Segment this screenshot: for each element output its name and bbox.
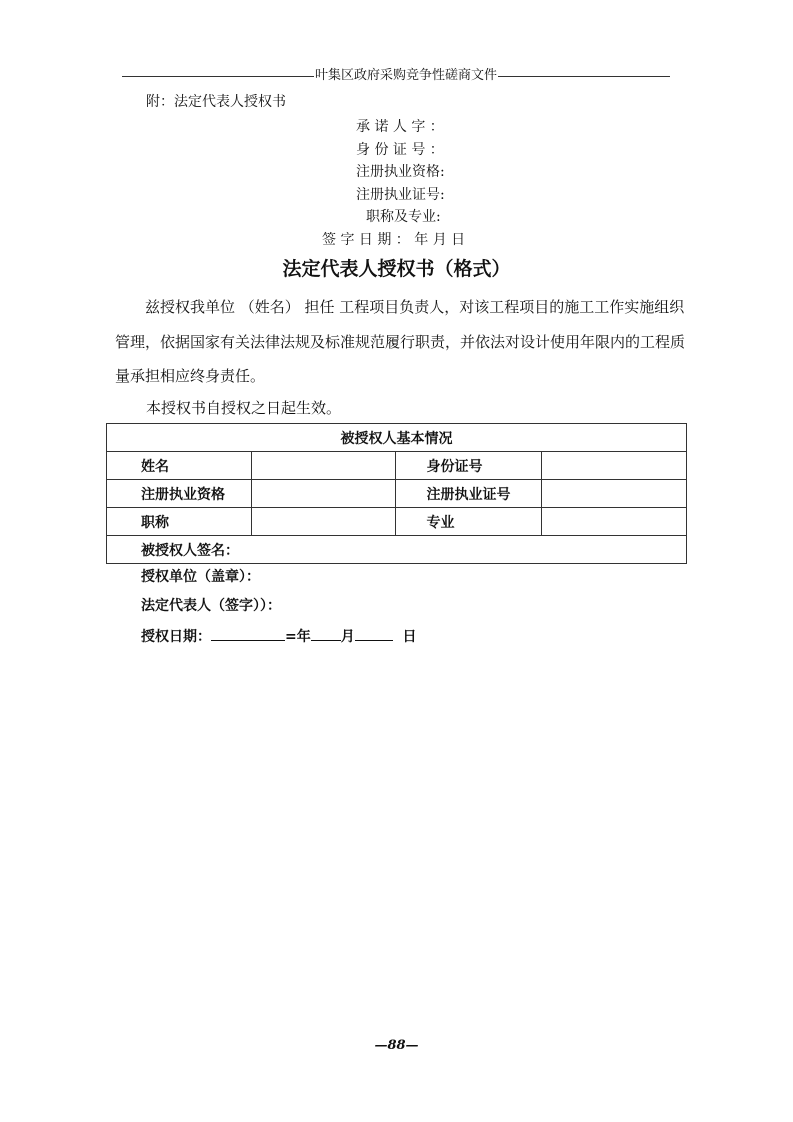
promise-id-number: 身 份 证 号 ： [356, 141, 444, 158]
day-label: 日 [402, 629, 417, 645]
document-title: 法定代表人授权书（格式） [282, 258, 511, 280]
header-rule-right [498, 76, 670, 77]
table-row [107, 508, 687, 536]
promise-title-specialty: 职称及专业: [366, 209, 441, 225]
authorization-paragraph [115, 290, 687, 394]
signoff-block [141, 566, 416, 653]
header-rule-left [122, 76, 314, 77]
date-label: 授权日期： [141, 629, 211, 645]
legal-representative: 法定代表人（签字））： [141, 598, 281, 614]
authorization-text: 兹授权我单位 （姓名） 担任 工程项目负责人，对该工程项目的施工工作实施组织管理，依据国家有关法律法规及标准规范履行职责，并依法对设计使用年限内的工程质量承担相应终身责任。 [115, 298, 686, 385]
specialty-label: 专业 [396, 508, 542, 536]
effective-statement: 本授权书自授权之日起生效。 [146, 399, 342, 417]
promise-signer: 承 诺 人 字 ： [356, 119, 444, 135]
header-title: 叶集区政府采购竞争性磋商文件 [314, 68, 497, 83]
specialty-cell[interactable] [542, 508, 687, 536]
page-number: —88— [374, 1038, 419, 1053]
annex-label: 附：法定代表人授权书 [146, 94, 286, 110]
id-number-cell[interactable] [542, 452, 687, 480]
job-title-cell[interactable] [251, 508, 396, 536]
table-row [107, 480, 687, 508]
job-title-label: 职称 [107, 508, 252, 536]
name-cell[interactable] [251, 452, 396, 480]
promise-block [322, 116, 466, 251]
cert-number-label: 注册执业证号 [396, 480, 542, 508]
qualification-label: 注册执业资格 [107, 480, 252, 508]
page-header [122, 66, 670, 86]
day-blank[interactable] [355, 624, 393, 641]
id-number-label: 身份证号 [396, 452, 542, 480]
signature-row[interactable]: 被授权人签名： [107, 536, 687, 564]
qualification-cell[interactable] [251, 480, 396, 508]
table-heading: 被授权人基本情况 [107, 424, 687, 452]
date-blank[interactable] [211, 624, 285, 641]
name-label: 姓名 [107, 452, 252, 480]
table-row [107, 536, 687, 564]
authorization-date [141, 624, 416, 653]
authorizing-unit: 授权单位（盖章）： [141, 569, 260, 585]
authorized-person-table [106, 423, 687, 564]
year-label: 年 [296, 629, 311, 645]
promise-qualification: 注册执业资格: [356, 164, 445, 180]
promise-sign-date: 签 字 日 期 ： 年 月 日 [322, 231, 466, 248]
promise-cert-number: 注册执业证号: [356, 186, 445, 203]
month-label: 月 [340, 629, 355, 645]
cert-number-cell[interactable] [542, 480, 687, 508]
table-row [107, 452, 687, 480]
month-blank[interactable] [311, 624, 341, 641]
date-eq: = [285, 629, 297, 645]
